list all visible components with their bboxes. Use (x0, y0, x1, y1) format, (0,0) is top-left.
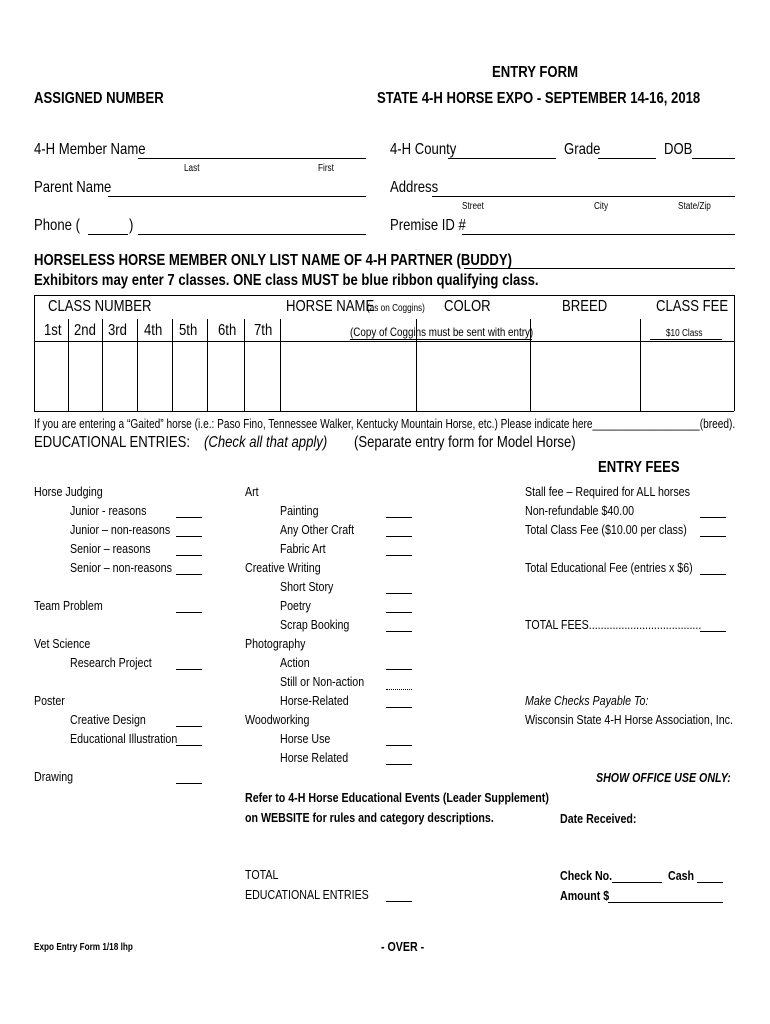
fee-underline (650, 339, 722, 340)
art-label: Art (245, 484, 259, 499)
coggins-note: (Copy of Coggins must be sent with entry) (350, 325, 534, 339)
parent-name-field[interactable] (108, 196, 366, 197)
table-col-border (34, 295, 35, 319)
team-problem-label: Team Problem (34, 598, 103, 613)
table-col-border (734, 295, 735, 411)
creative-writing-label: Creative Writing (245, 560, 321, 575)
form-title: ENTRY FORM (492, 64, 579, 81)
horse-use-label: Horse Use (280, 731, 331, 746)
member-name-field[interactable] (138, 158, 366, 159)
woodworking-label: Woodworking (245, 712, 310, 727)
junior-non-field[interactable] (176, 536, 202, 537)
address-label: Address (390, 179, 439, 196)
table-col-border (530, 319, 531, 411)
parent-name-label: Parent Name (34, 179, 112, 196)
over-note: - OVER - (381, 939, 425, 954)
painting-label: Painting (280, 503, 319, 518)
total-edu-fee-label: Total Educational Fee (entries x $6) (525, 560, 693, 575)
class-number-header: CLASS NUMBER (48, 298, 152, 315)
horse-judging-label: Horse Judging (34, 484, 103, 499)
entry-fees-title: ENTRY FEES (598, 459, 680, 476)
table-col-border (207, 319, 208, 411)
form-subtitle: STATE 4-H HORSE EXPO - SEPTEMBER 14-16, 2018 (377, 90, 701, 107)
poetry-field[interactable] (386, 612, 412, 613)
research-project-label: Research Project (70, 655, 152, 670)
table-header-border (34, 341, 734, 342)
grade-label: Grade (564, 141, 601, 158)
total-class-fee-field[interactable] (700, 536, 726, 537)
street-hint: Street (462, 201, 484, 212)
research-project-field[interactable] (176, 669, 202, 670)
payable-label: Make Checks Payable To: (525, 693, 649, 708)
poster-label: Poster (34, 693, 65, 708)
senior-reasons-field[interactable] (176, 555, 202, 556)
other-craft-field[interactable] (386, 536, 412, 537)
still-label: Still or Non-action (280, 674, 365, 689)
office-use-label: SHOW OFFICE USE ONLY: (596, 770, 731, 785)
class-3rd: 3rd (108, 322, 127, 339)
scrap-booking-field[interactable] (386, 631, 412, 632)
class-7th: 7th (254, 322, 273, 339)
fabric-art-field[interactable] (386, 555, 412, 556)
horseless-label: HORSELESS HORSE MEMBER ONLY LIST NAME OF 4-H PARTNER (BUDDY) (34, 252, 512, 269)
horse-name-header: HORSE NAME (286, 298, 375, 315)
educational-illustration-label: Educational Illustration (70, 731, 178, 746)
senior-non-label: Senior – non-reasons (70, 560, 172, 575)
total-fees-label: TOTAL FEES...................................... (525, 617, 702, 632)
table-col-border (34, 319, 35, 411)
total-fees-field[interactable] (700, 631, 726, 632)
horse-related-label: Horse-Related (280, 693, 349, 708)
phone-field[interactable] (138, 234, 366, 235)
class-6th: 6th (218, 322, 237, 339)
separate-form-note: (Separate entry form for Model Horse) (354, 434, 576, 451)
class-fee-header: CLASS FEE (656, 298, 729, 315)
short-story-field[interactable] (386, 593, 412, 594)
check-no-field[interactable] (612, 882, 662, 883)
fabric-art-label: Fabric Art (280, 541, 326, 556)
table-col-border (68, 319, 69, 411)
senior-non-field[interactable] (176, 574, 202, 575)
table-col-border (102, 319, 103, 411)
class-1st: 1st (44, 322, 62, 339)
vet-science-label: Vet Science (34, 636, 91, 651)
stall-fee-field[interactable] (700, 517, 726, 518)
total-class-fee-label: Total Class Fee ($10.00 per class) (525, 522, 687, 537)
table-col-border (280, 319, 281, 411)
table-col-border (244, 319, 245, 411)
gaited-note: If you are entering a “Gaited” horse (i.e.: Paso Fino, Tennessee Walker, Kentucky Mountain Horse, etc.) Please indicate here___________________(breed). (34, 416, 736, 431)
short-story-label: Short Story (280, 579, 334, 594)
horse-related-field[interactable] (386, 707, 412, 708)
total-entries-field[interactable] (386, 901, 412, 902)
phone-label: Phone ( (34, 217, 80, 234)
table-top-border (34, 295, 734, 296)
table-col-border (137, 319, 138, 411)
dob-field[interactable] (692, 158, 735, 159)
photography-label: Photography (245, 636, 306, 651)
date-received-label: Date Received: (560, 811, 637, 826)
class-4th: 4th (144, 322, 163, 339)
cash-label: Cash (668, 868, 695, 883)
scrap-booking-label: Scrap Booking (280, 617, 350, 632)
stall-fee-label: Stall fee – Required for ALL horses (525, 484, 690, 499)
exhibitors-note: Exhibitors may enter 7 classes. ONE class MUST be blue ribbon qualifying class. (34, 272, 539, 289)
breed-header: BREED (562, 298, 608, 315)
drawing-label: Drawing (34, 769, 74, 784)
junior-non-label: Junior – non-reasons (70, 522, 171, 537)
senior-reasons-label: Senior – reasons (70, 541, 151, 556)
phone-close-paren: ) (129, 217, 134, 234)
class-5th: 5th (179, 322, 198, 339)
table-bottom-border (34, 411, 734, 412)
city-hint: City (594, 201, 609, 212)
member-name-label: 4-H Member Name (34, 141, 146, 158)
dob-label: DOB (664, 141, 693, 158)
last-hint: Last (184, 163, 200, 174)
county-label: 4-H County (390, 141, 457, 158)
educational-illustration-field[interactable] (176, 745, 202, 746)
other-craft-label: Any Other Craft (280, 522, 355, 537)
total-label: TOTAL (245, 867, 279, 882)
table-col-border (640, 319, 641, 411)
buddy-field[interactable] (464, 268, 735, 269)
total-edu-fee-field[interactable] (700, 574, 726, 575)
premise-field[interactable] (462, 234, 735, 235)
amount-field[interactable] (608, 902, 723, 903)
total-entries-label: EDUCATIONAL ENTRIES (245, 887, 369, 902)
class-2nd: 2nd (74, 322, 96, 339)
state-zip-hint: State/Zip (678, 201, 711, 212)
assigned-number-label: ASSIGNED NUMBER (34, 90, 164, 107)
check-all-note: (Check all that apply) (204, 434, 328, 451)
color-header: COLOR (444, 298, 491, 315)
creative-design-field[interactable] (176, 726, 202, 727)
action-field[interactable] (386, 669, 412, 670)
cash-field[interactable] (697, 882, 723, 883)
check-no-label: Check No. (560, 868, 613, 883)
junior-reasons-field[interactable] (176, 517, 202, 518)
painting-field[interactable] (386, 517, 412, 518)
team-problem-field[interactable] (176, 612, 202, 613)
association-name: Wisconsin State 4-H Horse Association, Inc. (525, 712, 733, 727)
horse-related2-label: Horse Related (280, 750, 349, 765)
refer-note-1: Refer to 4-H Horse Educational Events (Leader Supplement) (245, 790, 549, 805)
coggins-underline (350, 339, 532, 340)
address-field[interactable] (432, 196, 735, 197)
action-label: Action (280, 655, 310, 670)
refer-note-2: on WEBSITE for rules and category descriptions. (245, 810, 494, 825)
premise-label: Premise ID # (390, 217, 466, 234)
table-col-border (172, 319, 173, 411)
first-hint: First (318, 163, 334, 174)
nonrefundable-label: Non-refundable $40.00 (525, 503, 635, 518)
horse-use-field[interactable] (386, 745, 412, 746)
form-id: Expo Entry Form 1/18 lhp (34, 942, 133, 953)
poetry-label: Poetry (280, 598, 311, 613)
grade-field[interactable] (598, 158, 656, 159)
still-field[interactable] (386, 689, 412, 690)
table-col-border (416, 319, 417, 411)
horse-related2-field[interactable] (386, 764, 412, 765)
educational-label: EDUCATIONAL ENTRIES: (34, 434, 191, 451)
phone-area-field[interactable] (88, 234, 128, 235)
amount-label: Amount $ (560, 888, 610, 903)
horse-name-note: (as on Coggins) (367, 303, 425, 314)
creative-design-label: Creative Design (70, 712, 146, 727)
fee-note: $10 Class (666, 328, 703, 339)
drawing-field[interactable] (176, 783, 202, 784)
county-field[interactable] (448, 158, 556, 159)
junior-reasons-label: Junior - reasons (70, 503, 147, 518)
